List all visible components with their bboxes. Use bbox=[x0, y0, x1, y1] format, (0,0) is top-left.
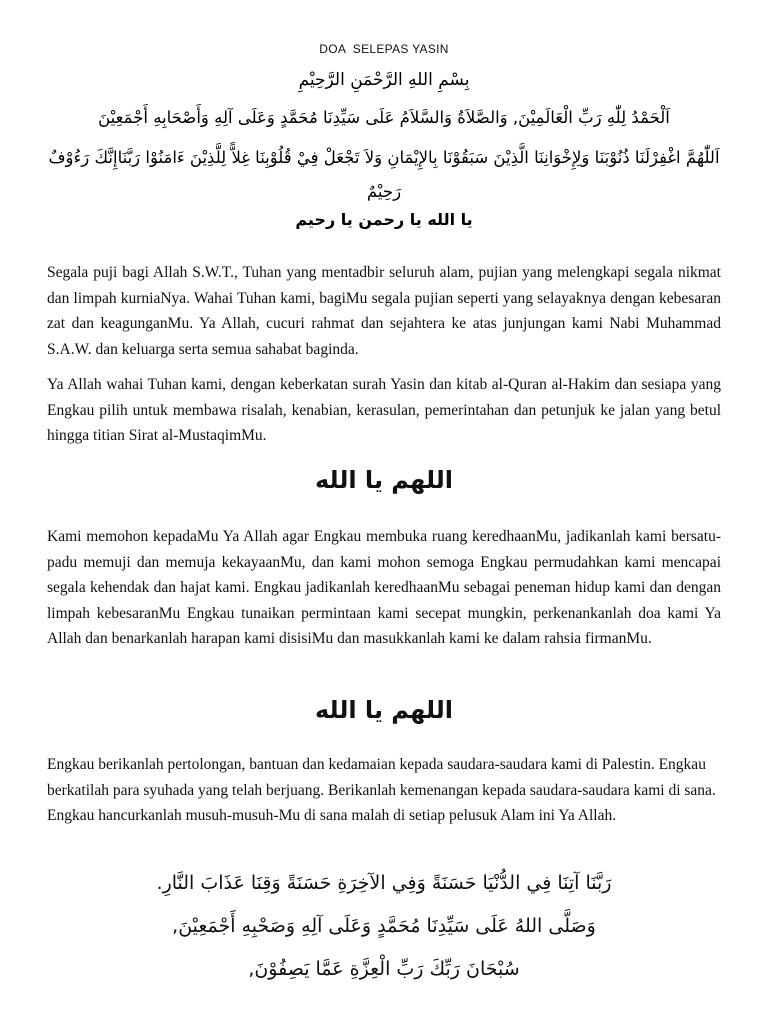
allahumma-calligraphy-2: اللهم يا الله bbox=[314, 696, 454, 724]
arabic-dua-line: اَللّٰهُمَّ اغْفِرْلَنَا ذُنُوْبَنَا وَلِإِخْوَانِنَا الَّذِيْنَ سَبَقُوْنَا بِالإِيْمَانِ وَلاَ تَجْعَلْ فِيْ قُلُوْبِنَا غِلاًّ لِلَّذِيْنَ ءَامَنُوْا رَبَّنَاإِنَّكَ رَءُوْفٌ رَحِيْمٌ bbox=[48, 148, 720, 201]
closing-line-1: رَبَّنَا آتِنَا فِي الدُّنْيَا حَسَنَةً وَفِي الآخِرَةِ حَسَنَةً وَقِنَا عَذَابَ النَّارِ. bbox=[156, 872, 612, 894]
closing-line-3: سُبْحَانَ رَبِّكَ رَبِّ الْعِزَّةِ عَمَّا يَصِفُوْنَ, bbox=[248, 958, 520, 980]
paragraph-4: Engkau berikanlah pertolongan, bantuan dan kedamaian kepada saudara-saudara kami di Palestin. Engkau berkatilah para syuhada yang telah berjuang. Berikanlah kemenangan kepada saudara-saudara kami di sana. Engkau hancurkanlah musuh-musuh-Mu di sana malah di setiap pelusuk Alam ini Ya Allah. bbox=[47, 756, 716, 825]
paragraph-3: Kami memohon kepadaMu Ya Allah agar Engkau membuka ruang keredhaanMu, jadikanlah kami bersatu-padu memuji dan memuja kekayaanMu, dan kami mohon semoga Engkau permudahkan kami mencapai segala kehendak dan hajat kami. Engkau jadikanlah keredhaanMu sebagai peneman hidup kami dan dengan limpah kebesaranMu Engkau tunaikan permintaan kami secepat mungkin, perkenankanlah doa kami Ya Allah dan benarkanlah harapan kami disisiMu dan masukkanlah kami ke dalam rahsia firmanMu. bbox=[47, 528, 721, 648]
arabic-basmalah: بِسْمِ اللهِ الرَّحْمَنِ الرَّحِيْمِ bbox=[298, 70, 470, 90]
document-page bbox=[47, 0, 721, 1024]
arabic-hamd-line: اَلْحَمْدُ لِلّٰهِ رَبِّ الْعَالَمِيْنَ, وَالصَّلاَةُ وَالسَّلاَمُ عَلَى سَيِّدِنَا مُحَمَّدٍ وَعَلَى آلِهِ وَأَصْحَابِهِ أَجْمَعِيْنَ bbox=[98, 108, 670, 127]
paragraph-1: Segala puji bagi Allah S.W.T., Tuhan yang mentadbir seluruh alam, pujian yang melengkapi segala nikmat dan limpah kurniaNya. Wahai Tuhan kami, bagiMu segala pujian seperti yang selayaknya dengan kebesaran zat dan keagunganMu. Ya Allah, cucuri rahmat dan sejahtera ke atas junjungan kami Nabi Muhammad S.A.W. dan keluarga serta semua sahabat baginda. bbox=[47, 264, 721, 358]
arabic-ya-allah-line: يا الله يا رحمن يا رحيم bbox=[295, 210, 473, 229]
paragraph-2: Ya Allah wahai Tuhan kami, dengan keberkatan surah Yasin dan kitab al-Quran al-Hakim dan sesiapa yang Engkau pilih untuk membawa risalah, kenabian, kerasulan, pemerintahan dan petunjuk ke jalan yang betul hingga titian Sirat al-MustaqimMu. bbox=[47, 376, 721, 445]
allahumma-calligraphy-1: اللهم يا الله bbox=[314, 466, 454, 494]
document-title: DOA SELEPAS YASIN bbox=[319, 42, 449, 56]
closing-line-2: وَصَلَّى اللهُ عَلَى سَيِّدِنَا مُحَمَّدٍ وَعَلَى آلِهِ وَصَحْبِهِ أَجْمَعِيْنَ, bbox=[172, 915, 596, 937]
